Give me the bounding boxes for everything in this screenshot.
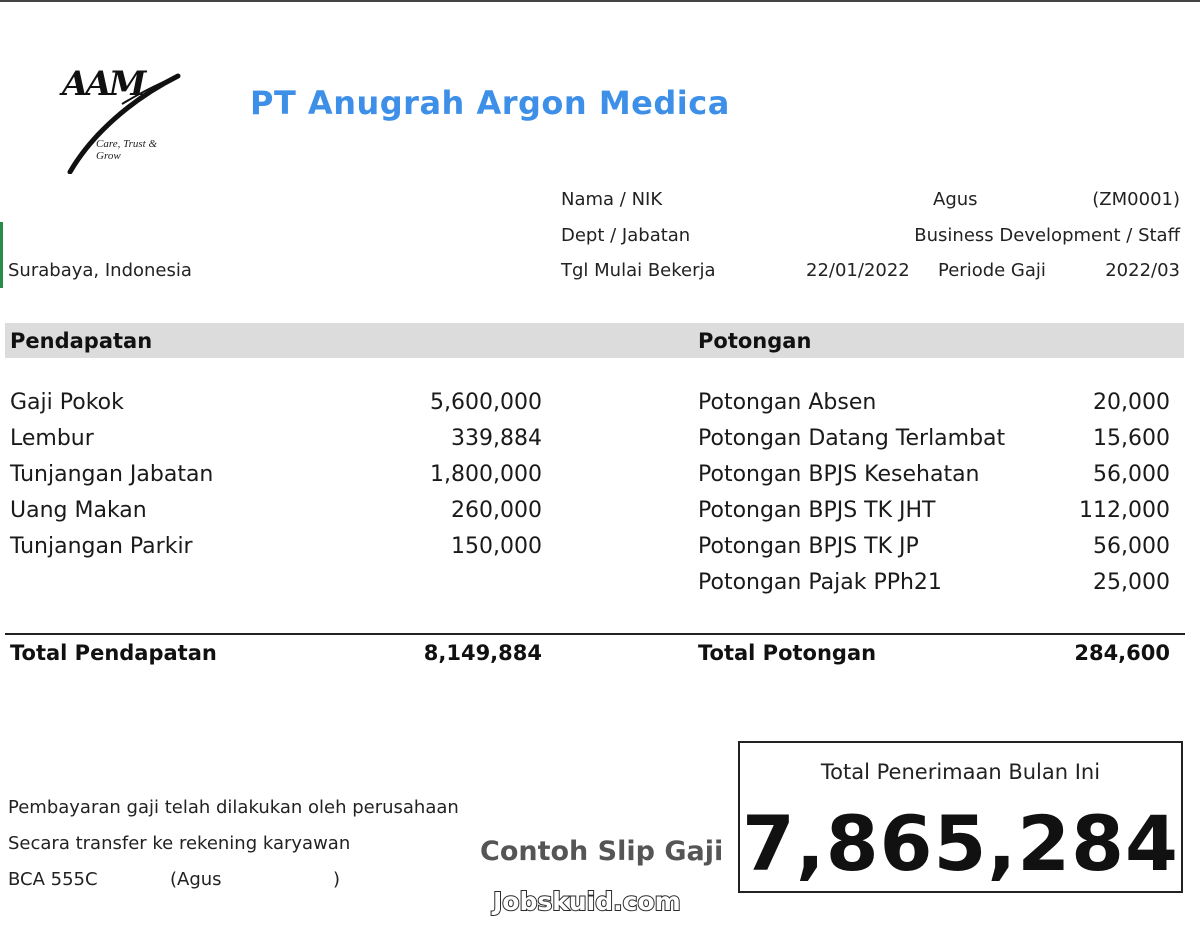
earning-label: Tunjangan Parkir xyxy=(10,534,193,559)
cell-selection-marker xyxy=(0,222,3,288)
earning-amount: 339,884 xyxy=(451,426,542,451)
total-earnings-label: Total Pendapatan xyxy=(10,641,217,665)
deduction-amount: 112,000 xyxy=(1079,498,1170,523)
employee-nik: (ZM0001) xyxy=(1092,189,1180,210)
deductions-heading: Potongan xyxy=(698,329,812,353)
payment-note-line1: Pembayaran gaji telah dilakukan oleh perusahaan xyxy=(8,797,459,818)
net-pay-value: 7,865,284 xyxy=(742,799,1179,888)
company-location: Surabaya, Indonesia xyxy=(8,260,192,281)
pay-period-label: Periode Gaji xyxy=(938,260,1046,281)
net-pay-label: Total Penerimaan Bulan Ini xyxy=(820,760,1101,784)
account-holder: (Agus xyxy=(170,869,222,890)
total-earnings-value: 8,149,884 xyxy=(423,641,542,665)
total-deductions-label: Total Potongan xyxy=(698,641,877,665)
company-name: PT Anugrah Argon Medica xyxy=(250,84,730,122)
deduction-label: Potongan BPJS TK JHT xyxy=(698,498,936,523)
employee-name: Agus xyxy=(933,189,978,210)
sheet-top-border xyxy=(0,0,1200,2)
deduction-amount: 56,000 xyxy=(1093,534,1170,559)
deduction-label: Potongan BPJS TK JP xyxy=(698,534,919,559)
totals-divider xyxy=(5,633,1185,635)
name-nik-label: Nama / NIK xyxy=(561,189,663,210)
earning-amount: 150,000 xyxy=(451,534,542,559)
section-header-band xyxy=(5,323,1184,358)
deduction-label: Potongan Datang Terlambat xyxy=(698,426,1006,451)
earning-label: Uang Makan xyxy=(10,498,147,523)
logo-tagline: Care, Trust & Grow xyxy=(96,138,158,162)
deduction-amount: 25,000 xyxy=(1093,570,1170,595)
total-deductions-value: 284,600 xyxy=(1074,641,1170,665)
deduction-amount: 56,000 xyxy=(1093,462,1170,487)
earning-label: Gaji Pokok xyxy=(10,390,124,415)
start-date-label: Tgl Mulai Bekerja xyxy=(561,260,716,281)
net-pay-box xyxy=(738,741,1183,893)
bank-account: BCA 555C xyxy=(8,869,98,890)
company-logo xyxy=(62,64,182,174)
deduction-amount: 20,000 xyxy=(1093,390,1170,415)
deduction-amount: 15,600 xyxy=(1093,426,1170,451)
employee-dept: Business Development / Staff xyxy=(914,225,1180,246)
logo-wordmark: AAM xyxy=(62,64,144,104)
payment-note-line2: Secara transfer ke rekening karyawan xyxy=(8,833,351,854)
deduction-label: Potongan Absen xyxy=(698,390,877,415)
account-holder-close: ) xyxy=(333,869,341,890)
start-date-value: 22/01/2022 xyxy=(806,260,910,281)
dept-label: Dept / Jabatan xyxy=(561,225,691,246)
pay-period-value: 2022/03 xyxy=(1105,260,1180,281)
earning-label: Lembur xyxy=(10,426,94,451)
earning-amount: 5,600,000 xyxy=(430,390,542,415)
watermark-site: Jobskuid.com xyxy=(493,887,681,916)
earning-amount: 260,000 xyxy=(451,498,542,523)
earning-amount: 1,800,000 xyxy=(430,462,542,487)
deduction-label: Potongan BPJS Kesehatan xyxy=(698,462,980,487)
earning-label: Tunjangan Jabatan xyxy=(10,462,214,487)
deduction-label: Potongan Pajak PPh21 xyxy=(698,570,942,595)
watermark-caption: Contoh Slip Gaji xyxy=(480,836,724,867)
earnings-heading: Pendapatan xyxy=(10,329,153,353)
